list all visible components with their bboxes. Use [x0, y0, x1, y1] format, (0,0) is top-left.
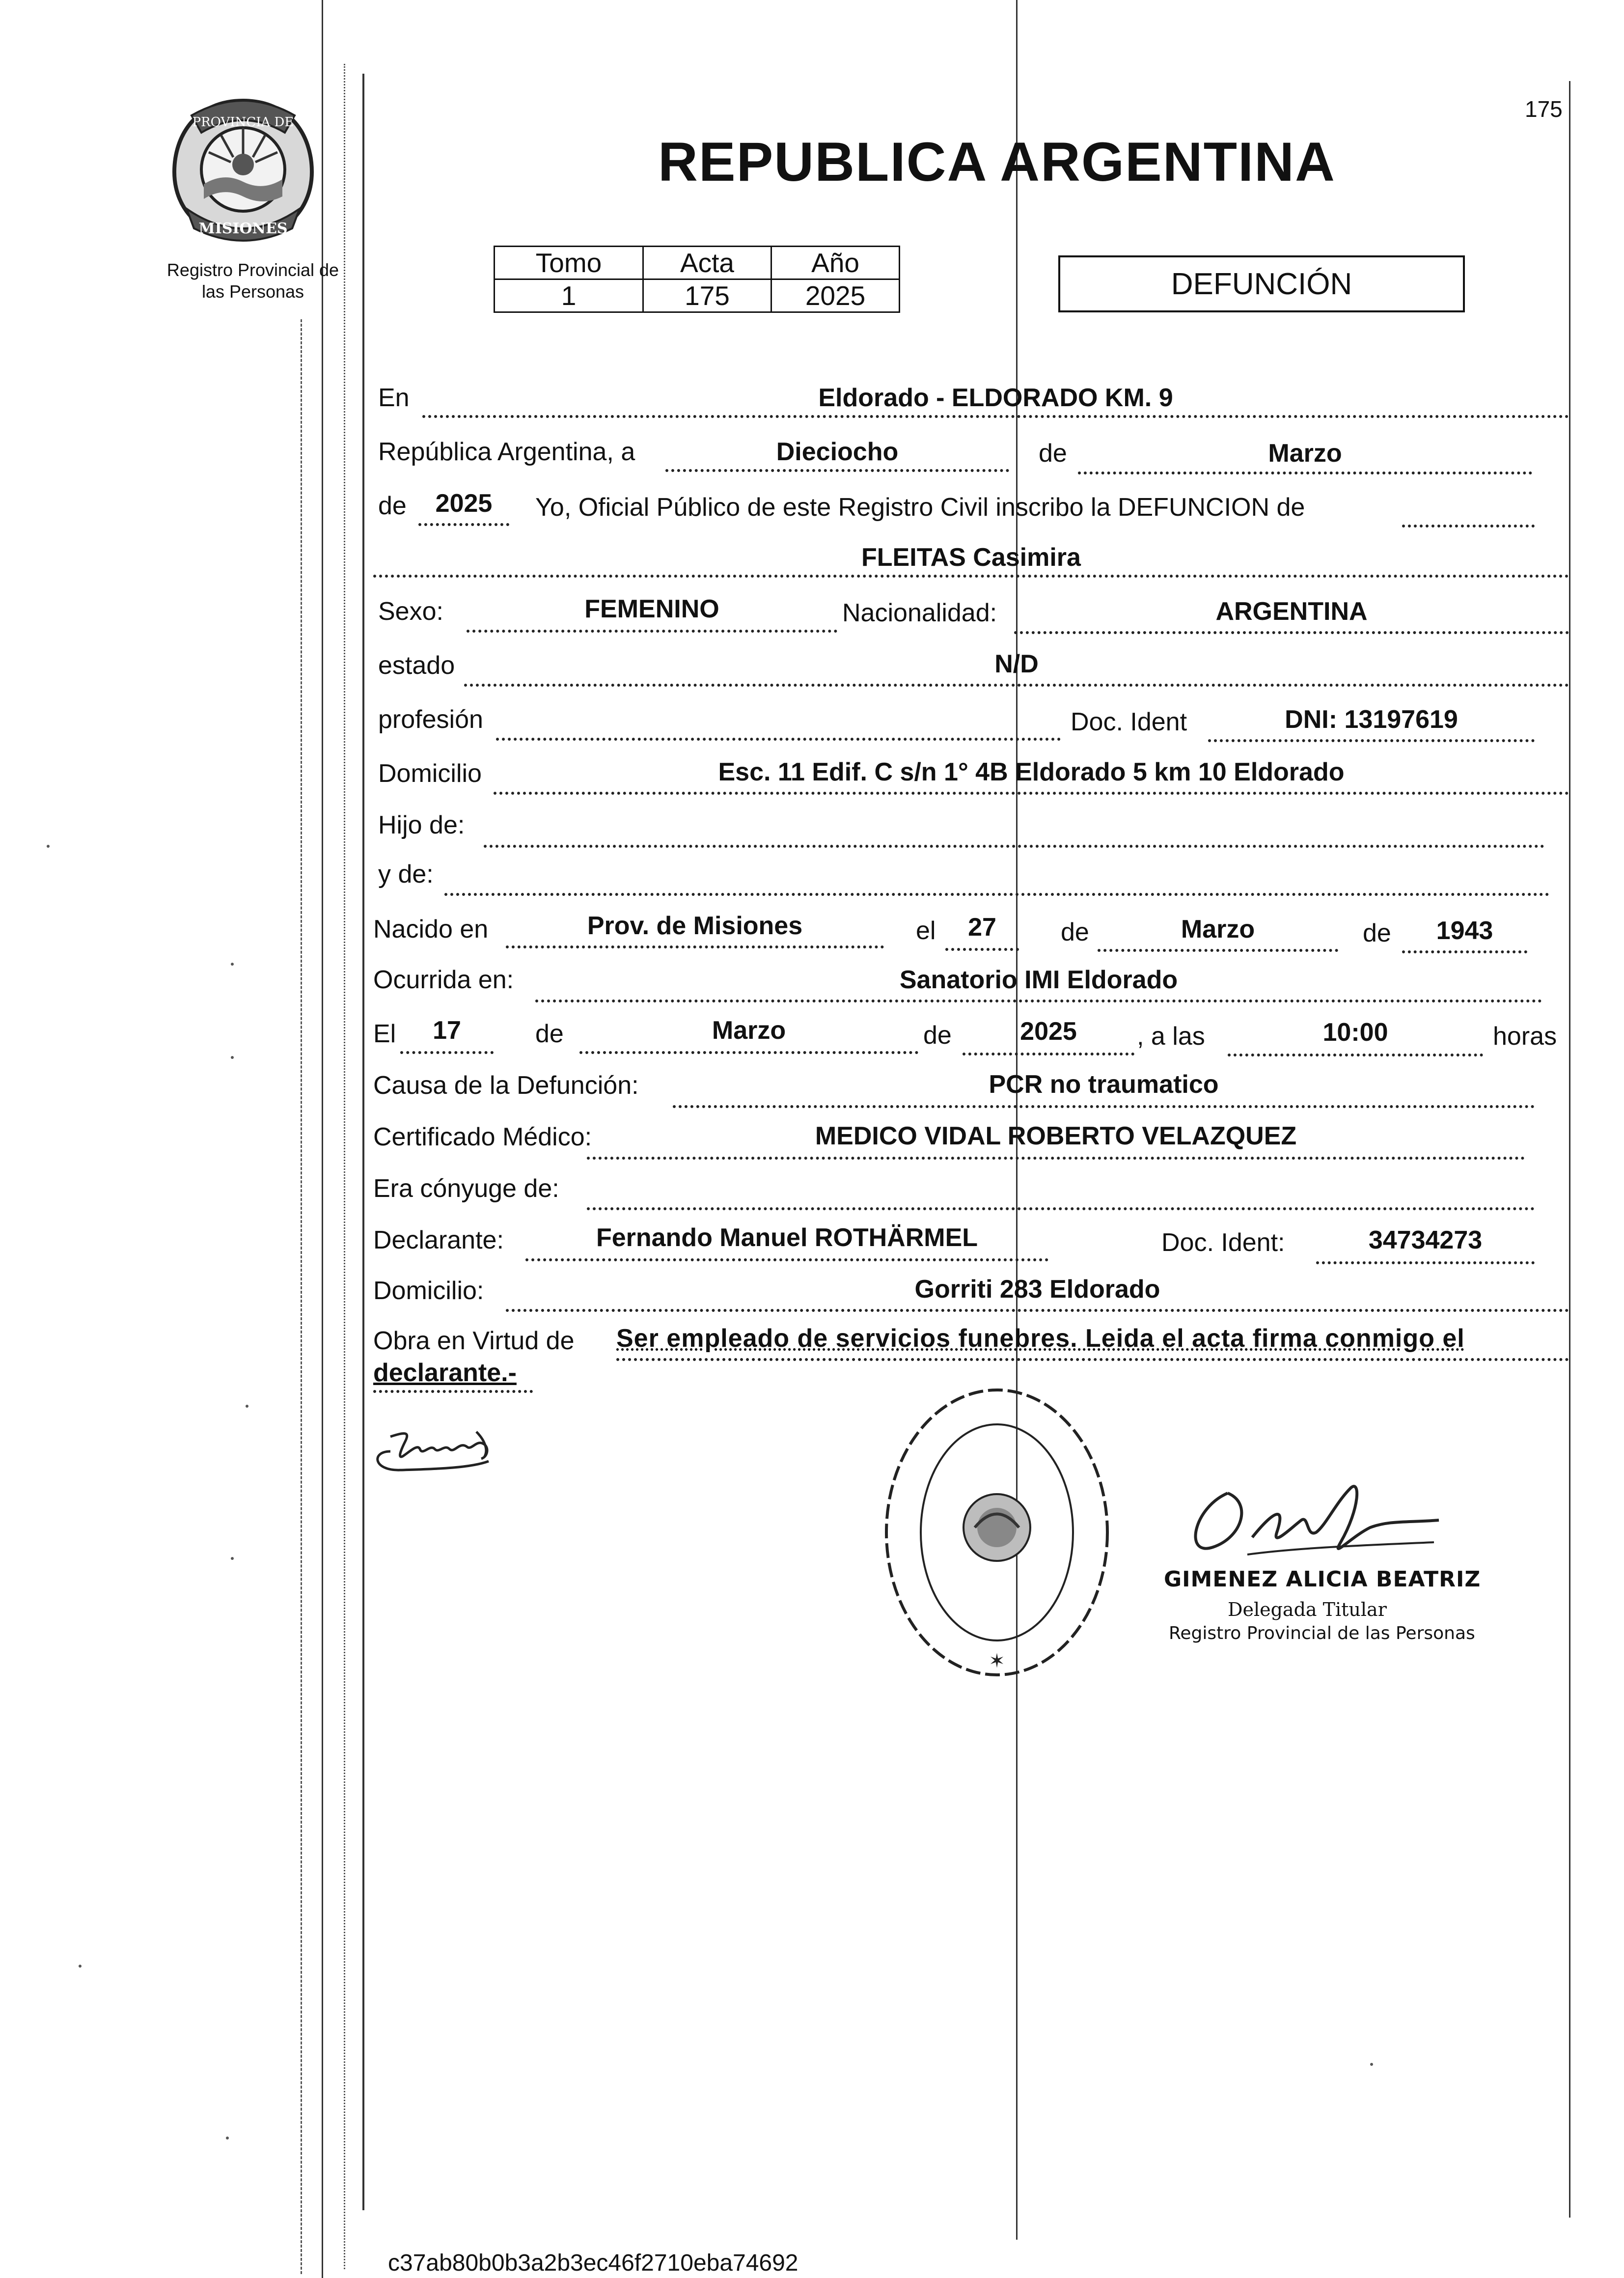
label-doc: Doc. Ident [1071, 708, 1187, 736]
field-born-in: Prov. de Misiones [587, 912, 803, 940]
page-title: REPUBLICA ARGENTINA [658, 131, 1336, 193]
field-declarant: Fernando Manuel ROTHÄRMEL [596, 1223, 978, 1252]
official-signature [1174, 1473, 1449, 1574]
label-en: En [378, 384, 410, 412]
official-seal-stamp [874, 1380, 1120, 1687]
fill-line [444, 893, 1549, 896]
fill-line [1014, 631, 1569, 634]
scan-line-right [1569, 81, 1570, 2218]
field-death-month: Marzo [712, 1016, 786, 1045]
official-office: Registro Provincial de las Personas [1169, 1623, 1475, 1643]
fill-line [1402, 950, 1527, 953]
field-civil-status: N/D [994, 650, 1039, 678]
declarant-signature [371, 1422, 503, 1478]
field-occurred-at: Sanatorio IMI Eldorado [899, 966, 1178, 994]
label-de: de [1061, 918, 1089, 946]
scan-speck [226, 2137, 229, 2139]
label-nationality: Nacionalidad: [842, 599, 997, 627]
label-cause: Causa de la Defunción: [373, 1071, 639, 1100]
fill-line [673, 1105, 1535, 1108]
fill-line [535, 1000, 1542, 1002]
registry-label [147, 259, 358, 303]
document-type-box [1058, 255, 1465, 312]
label-profession: profesión [378, 705, 483, 734]
label-born-in: Nacido en [373, 915, 489, 944]
field-doc: DNI: 13197619 [1285, 705, 1458, 734]
fill-line [587, 1157, 1525, 1160]
label-hours: horas [1493, 1022, 1557, 1051]
label-at-time: , a las [1137, 1022, 1205, 1051]
fill-line [467, 630, 837, 633]
field-year: 2025 [435, 489, 493, 518]
official-role: Delegada Titular [1228, 1599, 1387, 1620]
fill-line [506, 1309, 1569, 1312]
reference-table-value-row [495, 279, 900, 312]
field-death-time: 10:00 [1322, 1018, 1388, 1047]
fill-line [587, 1207, 1535, 1210]
label-declarant: Declarante: [373, 1226, 504, 1254]
field-declarant-address: Gorriti 283 Eldorado [914, 1275, 1160, 1304]
fill-line [1208, 739, 1535, 742]
scan-speck [246, 1405, 248, 1408]
reference-table [494, 246, 900, 313]
field-cause: PCR no traumatico [989, 1070, 1219, 1099]
scan-speck [231, 1557, 234, 1560]
fill-line [1228, 1054, 1483, 1056]
province-crest-logo [162, 91, 324, 250]
field-death-day: 17 [433, 1016, 461, 1045]
scan-dash-mid [344, 64, 345, 2269]
field-declarant-doc: 34734273 [1368, 1226, 1483, 1254]
fill-line [418, 523, 509, 526]
reference-header-acta: Acta [643, 247, 771, 279]
label-by-virtue: Obra en Virtud de [373, 1327, 575, 1355]
reference-value-ano: 2025 [771, 279, 900, 312]
fill-line [496, 738, 1061, 741]
crest-text-bottom: MISIONES [198, 220, 288, 237]
fill-line [963, 1053, 1134, 1056]
fill-line [525, 1258, 1048, 1261]
label-de: de [1363, 919, 1391, 947]
label-el-cap: El [373, 1020, 396, 1048]
label-certificate: Certificado Médico: [373, 1123, 592, 1151]
reference-value-tomo: 1 [495, 279, 643, 312]
field-birth-year: 1943 [1436, 917, 1493, 945]
registry-label-line1: Registro Provincial de [166, 260, 339, 280]
scan-speck [79, 1965, 82, 1968]
field-birth-month: Marzo [1181, 915, 1255, 944]
label-address: Domicilio [378, 759, 482, 788]
document-hash: c37ab80b0b3a2b3ec46f2710eba74692 [388, 2250, 798, 2276]
label-child-of: Hijo de: [378, 811, 465, 839]
reference-table-header-row [495, 247, 900, 279]
label-republic: República Argentina, a [378, 438, 635, 466]
fill-line [506, 945, 884, 948]
official-name: GIMENEZ ALICIA BEATRIZ [1164, 1567, 1481, 1592]
scan-dash-left [301, 319, 302, 2274]
label-declarant-doc: Doc. Ident: [1161, 1228, 1285, 1257]
fill-line [579, 1051, 918, 1054]
label-de: de [923, 1021, 952, 1050]
fill-line [400, 1051, 494, 1054]
fill-line [422, 415, 1569, 418]
scan-line-fold [1016, 0, 1018, 2240]
field-deceased-name: FLEITAS Casimira [861, 543, 1081, 572]
field-day-words: Dieciocho [776, 438, 899, 466]
fill-line [373, 1390, 533, 1393]
reference-value-acta: 175 [643, 279, 771, 312]
fill-line [1078, 472, 1532, 474]
field-sex: FEMENINO [584, 595, 719, 623]
label-de: de [378, 492, 407, 520]
label-declarant-address: Domicilio: [373, 1277, 484, 1305]
label-de: de [1039, 439, 1067, 468]
statement-text: Yo, Oficial Público de este Registro Civil inscribo la DEFUNCION de [535, 493, 1305, 522]
field-nationality: ARGENTINA [1215, 597, 1368, 626]
fill-line [1098, 949, 1338, 952]
field-birth-day: 27 [968, 913, 996, 942]
field-by-virtue-line2: declarante.- [373, 1359, 517, 1387]
label-el: el [916, 917, 936, 945]
field-death-year: 2025 [1020, 1017, 1077, 1046]
field-certificate: MEDICO VIDAL ROBERTO VELAZQUEZ [815, 1122, 1297, 1150]
label-sex: Sexo: [378, 597, 443, 626]
field-place: Eldorado - ELDORADO KM. 9 [818, 384, 1173, 412]
registry-label-line2: las Personas [201, 281, 304, 302]
scan-speck [1370, 2063, 1373, 2066]
scan-speck [231, 963, 234, 966]
scan-speck [47, 845, 50, 848]
svg-text:✶: ✶ [989, 1650, 1005, 1672]
field-address: Esc. 11 Edif. C s/n 1° 4B Eldorado 5 km 10 Eldorado [718, 758, 1345, 786]
scan-line-left [322, 0, 323, 2278]
label-occurred: Ocurrida en: [373, 966, 514, 994]
label-and-of: y de: [378, 860, 434, 889]
fill-line [464, 684, 1569, 687]
label-de: de [535, 1020, 564, 1048]
label-spouse: Era cónyuge de: [373, 1174, 559, 1203]
fill-line [665, 469, 1009, 472]
scan-line-margin [362, 74, 364, 2210]
field-month: Marzo [1268, 439, 1342, 468]
crest-text-top: PROVINCIA DE [192, 115, 294, 130]
fill-line [494, 792, 1569, 795]
field-by-virtue-line1: Ser empleado de servicios funebres. Leida el acta firma conmigo el [616, 1324, 1465, 1353]
label-civil-status: estado [378, 651, 455, 680]
page-number: 175 [1525, 96, 1563, 122]
document-type: DEFUNCIÓN [1171, 267, 1352, 301]
fill-line [373, 575, 1569, 578]
fill-line [1316, 1261, 1535, 1264]
fill-line [945, 948, 1019, 951]
scan-speck [231, 1056, 234, 1059]
fill-line [1402, 525, 1535, 528]
fill-line [616, 1358, 1569, 1361]
reference-header-tomo: Tomo [495, 247, 643, 279]
fill-line [484, 845, 1544, 848]
reference-header-ano: Año [771, 247, 900, 279]
